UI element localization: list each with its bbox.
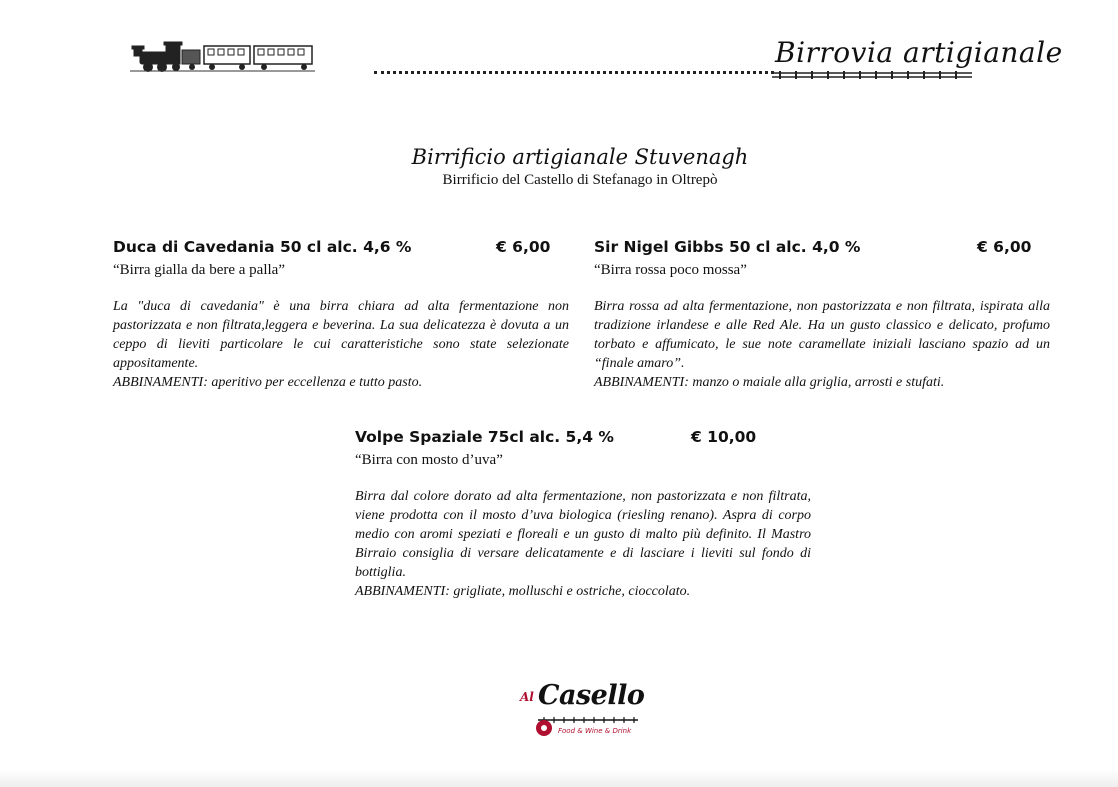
page-bottom-edge xyxy=(0,770,1118,787)
beer-name: Duca di Cavedania 50 cl alc. 4,6 % xyxy=(113,238,412,256)
beer-price: € 6,00 xyxy=(977,238,1032,256)
beer-price: € 6,00 xyxy=(496,238,551,256)
steam-train-icon xyxy=(130,38,315,74)
logo-prefix: Al xyxy=(520,690,534,704)
page-title: Birrovia artigianale xyxy=(775,36,1063,69)
beer-pairings: ABBINAMENTI: grigliate, molluschi e ostriche, cioccolato. xyxy=(355,584,691,599)
beer-name: Sir Nigel Gibbs 50 cl alc. 4,0 % xyxy=(594,238,861,256)
flower-emblem-icon xyxy=(534,718,554,738)
beer-item xyxy=(355,428,811,601)
brewery-name: Birrificio artigianale Stuvenagh xyxy=(411,145,749,169)
header-dotted-line xyxy=(374,71,774,74)
beer-description: Birra dal colore dorato ad alta fermentazione, non pastorizzata e non filtrata, viene prodotta con il mosto d’uva biologica (riesling renano). Aspra di corpo medio con aromi speziati e floreali e un gusto di malto più definito. Il Mastro Birraio consiglia di versare delicatamente e di lasciare i lieviti sul fondo di bottiglia. xyxy=(355,489,811,580)
brewery-subtitle: Birrificio del Castello di Stefanago in Oltrepò xyxy=(442,172,718,188)
logo-name: Casello xyxy=(538,680,645,711)
beer-price: € 10,00 xyxy=(691,428,757,446)
beer-item xyxy=(113,238,569,392)
railway-track-icon xyxy=(772,70,972,80)
beer-item xyxy=(594,238,1050,392)
beer-name: Volpe Spaziale 75cl alc. 5,4 % xyxy=(355,428,614,446)
beer-description: Birra rossa ad alta fermentazione, non pastorizzata e non filtrata, ispirata alla tradizione irlandese e alle Red Ale. Ha un gusto classico e delicato, profumo torbato e affumicato, le sue note caramellate iniziali lasciano spazio ad un “finale amaro”. xyxy=(594,299,1050,371)
beer-tagline: “Birra rossa poco mossa” xyxy=(594,262,747,278)
beer-tagline: “Birra con mosto d’uva” xyxy=(355,452,503,468)
beer-tagline: “Birra gialla da bere a palla” xyxy=(113,262,285,278)
al-casello-logo xyxy=(520,680,645,744)
logo-tagline: Food & Wine & Drink xyxy=(558,727,632,735)
beer-description: La "duca di cavedania" è una birra chiara ad alta fermentazione non pastorizzata e non filtrata,leggera e beverina. La sua delicatezza è dovuta a un ceppo di lieviti particolare le cui caratteristiche sono state selezionate appositamente. xyxy=(113,299,569,371)
beer-pairings: ABBINAMENTI: aperitivo per eccellenza e tutto pasto. xyxy=(113,375,423,390)
beer-pairings: ABBINAMENTI: manzo o maiale alla griglia, arrosti e stufati. xyxy=(594,375,945,390)
